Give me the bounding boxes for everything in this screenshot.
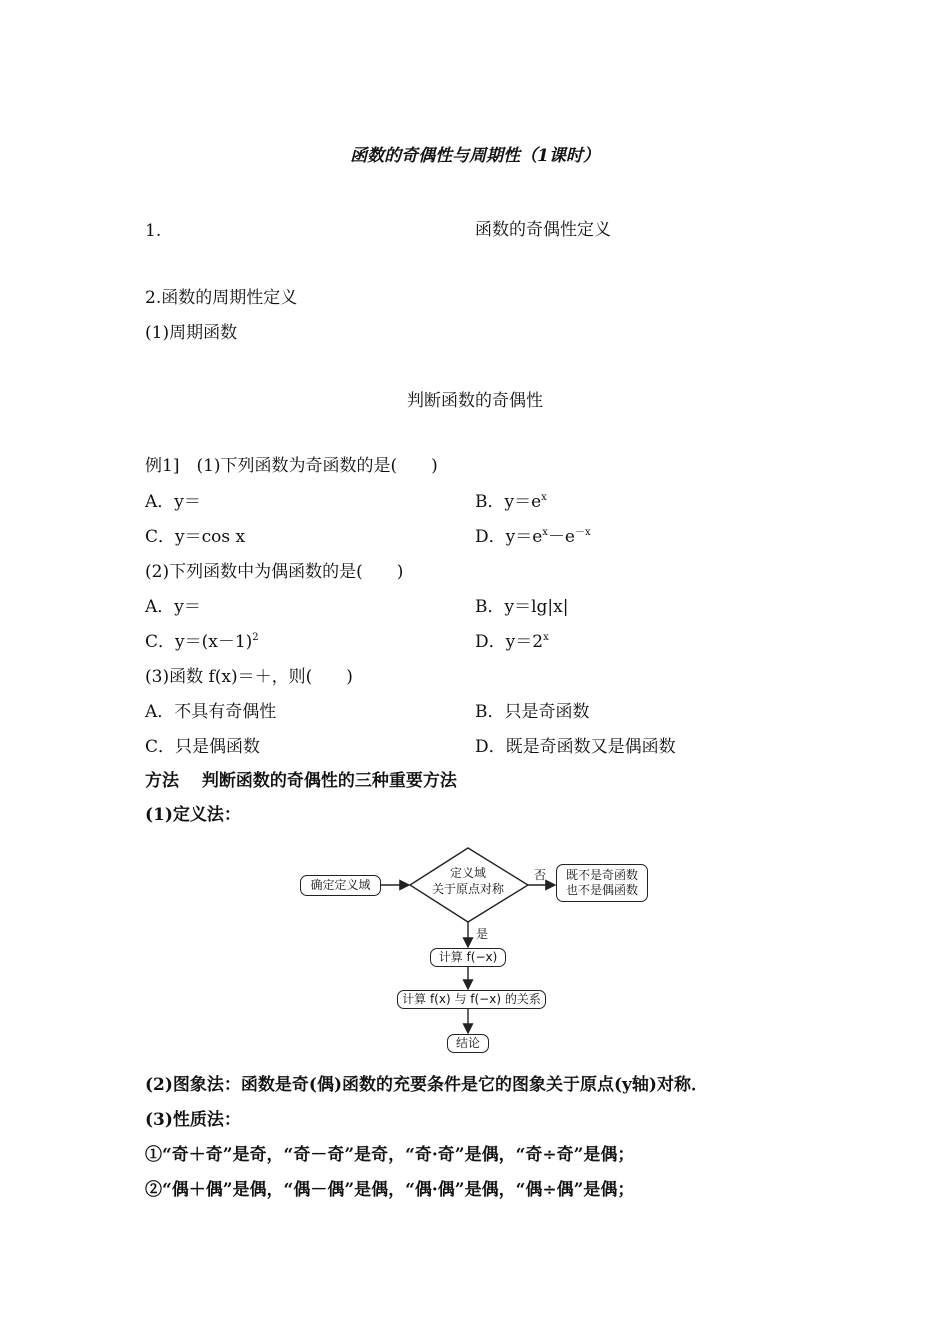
q1-option-c: C．y＝cos x (145, 527, 246, 547)
q2-option-c: C．$y=(x-1)^2$ (145, 632, 259, 652)
section-2-heading: 2.函数的周期性定义 (145, 288, 298, 308)
topic-heading: 判断函数的奇偶性 (407, 391, 543, 411)
flow-decision-text: 定义域 关于原点对称 (431, 866, 504, 896)
section-2-sub: (1)周期函数 (145, 323, 238, 343)
flow-yes-label: 是 (476, 927, 489, 941)
flow-no-label: 否 (534, 868, 547, 882)
example-q1: 例1] (1)下列函数为奇函数的是( ) (145, 456, 438, 476)
q3-option-a: A．不具有奇偶性 (145, 702, 277, 722)
flow-start-box: 确定定义域 (300, 875, 381, 896)
q1-option-a: A．y＝ (145, 492, 201, 512)
q2-option-d: D．$y=2^x$ (475, 632, 549, 652)
flow-end-box: 结论 (447, 1034, 489, 1053)
method-2-graph: (2)图象法：函数是奇(偶)函数的充要条件是它的图象关于原点(y轴)对称． (145, 1075, 708, 1095)
q2-option-b: B．y＝lg|x| (475, 597, 569, 617)
q2-option-a: A．y＝ (145, 597, 201, 617)
q3-option-b: B．只是奇函数 (475, 702, 590, 722)
rule-odd: ①“奇＋奇”是奇，“奇－奇”是奇，“奇·奇”是偶，“奇÷奇”是偶； (145, 1145, 635, 1165)
q3-option-c: C．只是偶函数 (145, 737, 261, 757)
example-q3: (3)函数 f(x)＝＋，则( ) (145, 667, 353, 687)
method-3-property: (3)性质法： (145, 1110, 241, 1130)
q3-option-d: D．既是奇函数又是偶函数 (475, 737, 676, 757)
method-title: 方法 判断函数的奇偶性的三种重要方法 (145, 771, 457, 791)
section-1-heading: 函数的奇偶性定义 (475, 220, 611, 240)
flow-step2-box: 计算 f(x) 与 f(−x) 的关系 (397, 990, 546, 1009)
q1-option-d: D．$y=e^x-e^{-x}$ (475, 527, 591, 547)
example-q2: (2)下列函数中为偶函数的是( ) (145, 562, 404, 582)
section-1-number: 1. (145, 221, 162, 241)
flow-no-result-box: 既不是奇函数 也不是偶函数 (556, 864, 648, 902)
page-title: 函数的奇偶性与周期性（1课时） (350, 146, 600, 166)
q1-option-b: B．$y=e^x$ (475, 492, 547, 512)
flowchart (290, 842, 660, 1062)
rule-even: ②“偶＋偶”是偶，“偶－偶”是偶，“偶·偶”是偶，“偶÷偶”是偶； (145, 1180, 635, 1200)
flow-step1-box: 计算 f(−x) (430, 948, 506, 967)
method-1-definition: (1)定义法： (145, 805, 241, 825)
